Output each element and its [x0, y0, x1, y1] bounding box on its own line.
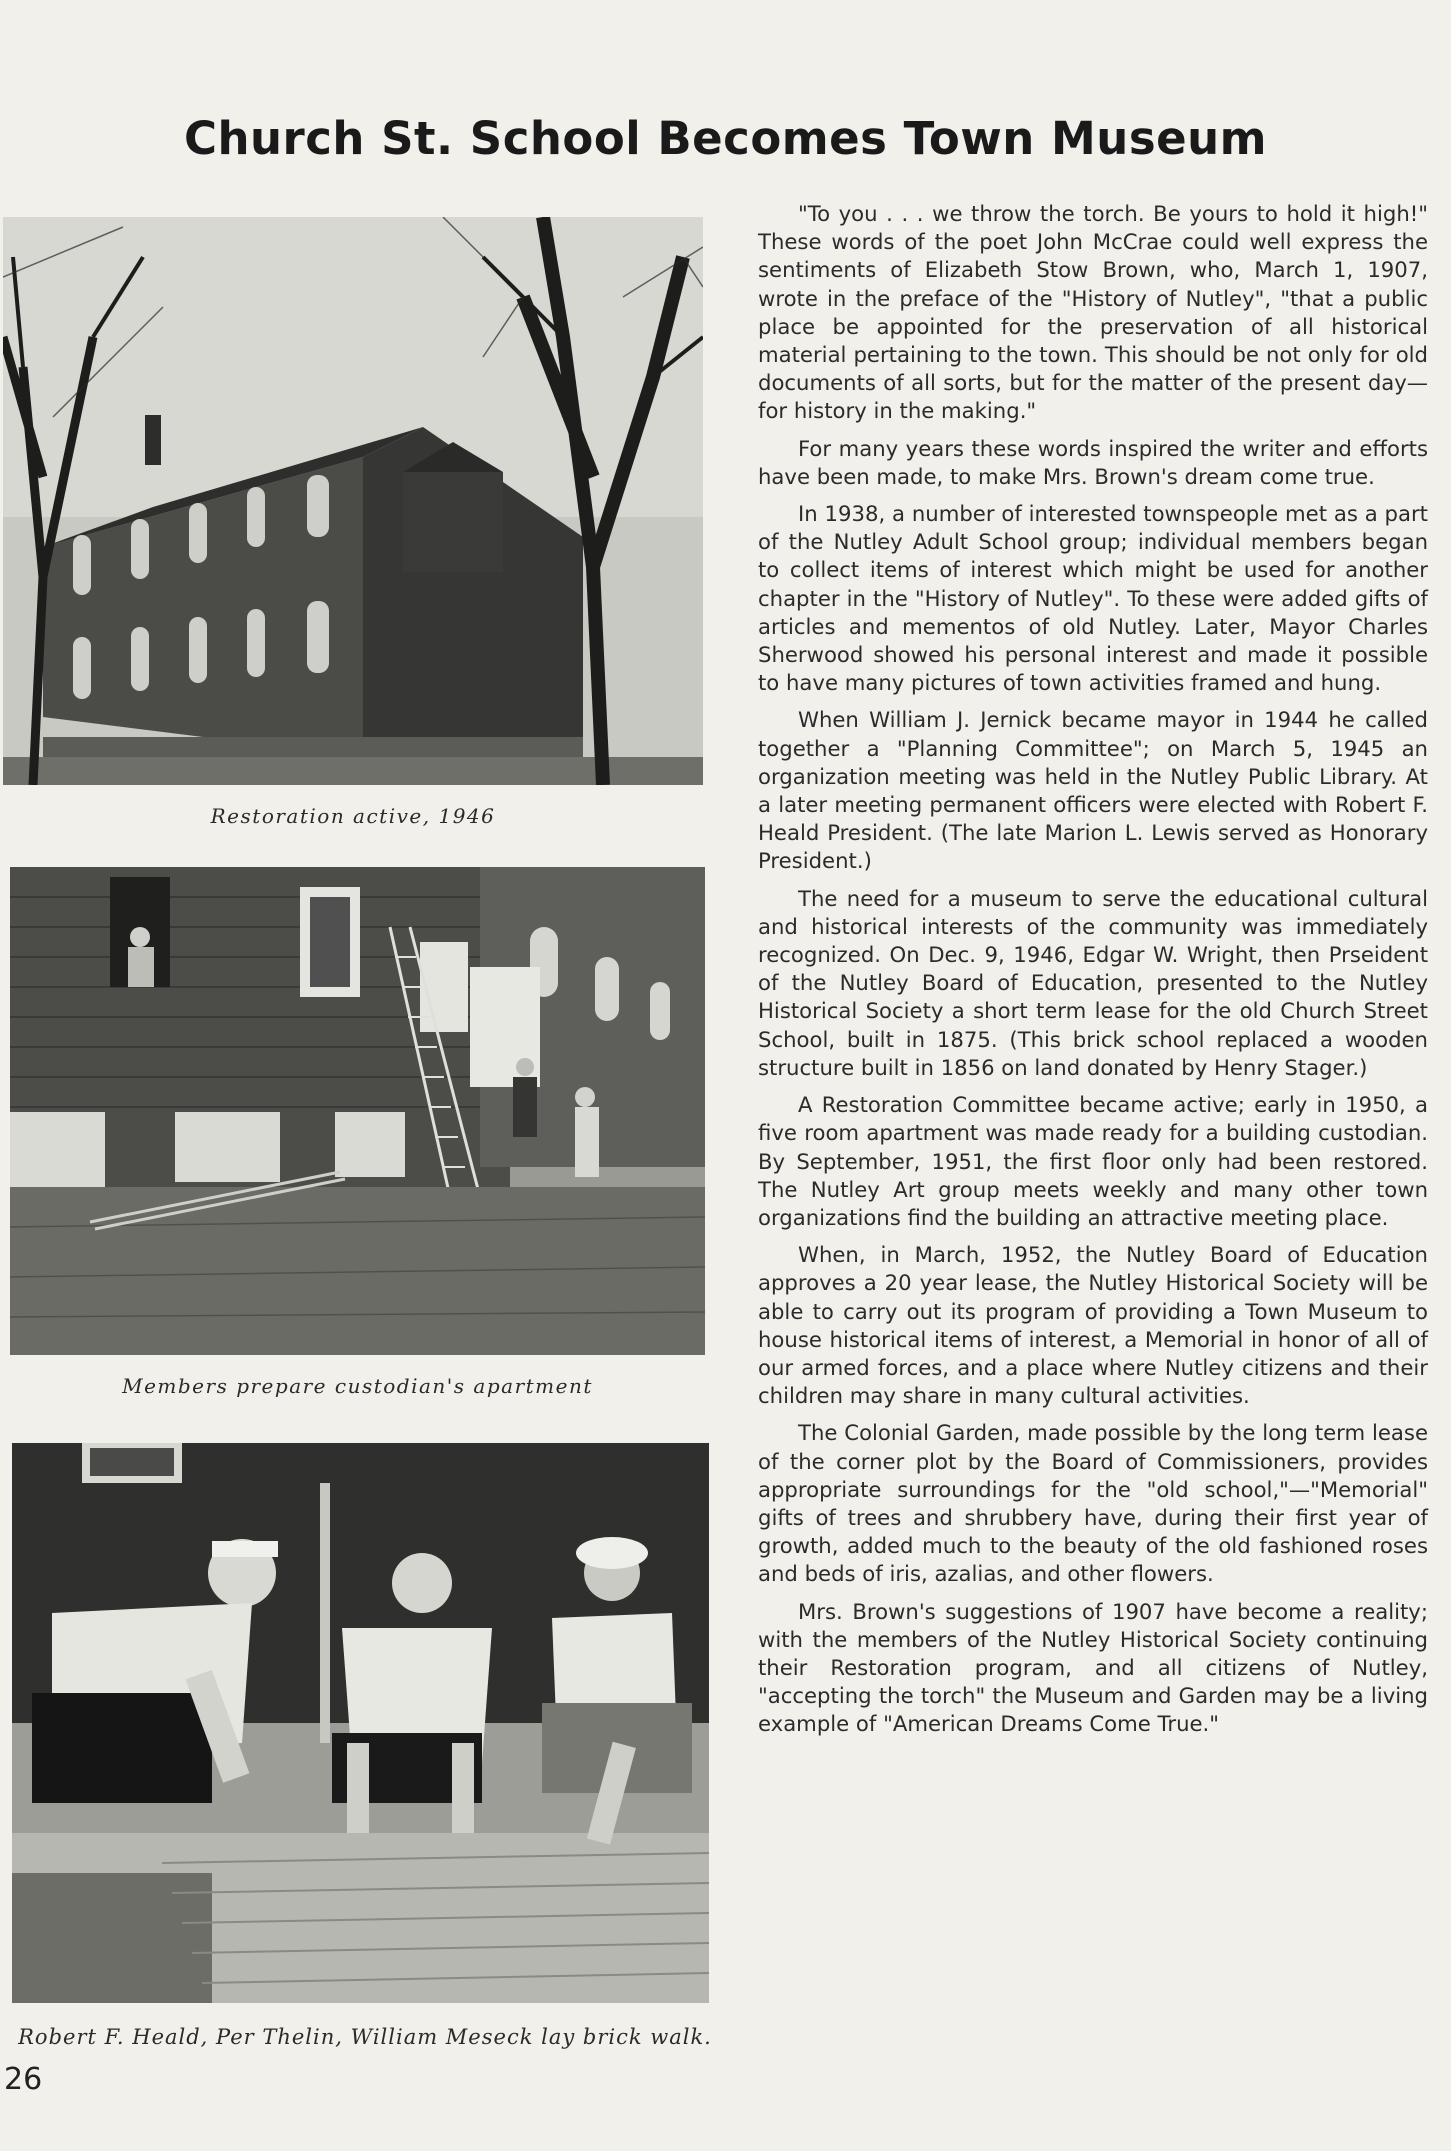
photo-brick-walk: [12, 1443, 709, 2003]
article-paragraph: For many years these words inspired the writer and efforts have been made, to make Mrs. Brown's dream come true.: [758, 435, 1428, 489]
article-body: [758, 200, 1428, 1748]
article-paragraph: A Restoration Committee became active; early in 1950, a five room apartment was made ready for a building custodian. By September, 1951, the first floor only had been restored. The Nutley Art group meets weekly and many other town organizations find the building an attractive meeting place.: [758, 1092, 1428, 1230]
article-paragraph: The need for a museum to serve the educational cultural and historical interests of the community was immediately recognized. On Dec. 9, 1946, Edgar W. Wright, then Prseident of the Nutley Board of Education, presented to the Nutley Historical Society a short term lease for the old Church Street School, built in 1875. (This brick school replaced a wooden structure built in 1856 on land donated by Henry Stager.): [758, 885, 1428, 1080]
photo-caption: Robert F. Heald, Per Thelin, William Meseck lay brick walk.: [18, 2025, 712, 2049]
page-title: Church St. School Becomes Town Museum: [183, 112, 1268, 165]
article-paragraph: "To you . . . we throw the torch. Be yours to hold it high!" These words of the poet John McCrae could well express the sentiments of Elizabeth Stow Brown, who, March 1, 1907, wrote in the preface of the "History of Nutley", "that a public place be appointed for the preservation of all historical material pertaining to the town. This should be not only for old documents of all sorts, but for the matter of the present day—for history in the making.": [758, 201, 1428, 424]
photo-members-working: [10, 867, 705, 1355]
article-paragraph: When, in March, 1952, the Nutley Board of Education approves a 20 year lease, the Nutley Historical Society will be able to carry out its program of providing a Town Museum to house historical items of interest, a Memorial in honor of all of our armed forces, and a place where Nutley citizens and their children may share in many cultural activities.: [758, 1242, 1428, 1409]
photo-caption: Members prepare custodian's apartment: [122, 1374, 593, 1398]
article-paragraph: Mrs. Brown's suggestions of 1907 have become a reality; with the members of the Nutley Historical Society continuing their Restoration program, and all citizens of Nutley, "accepting the torch" the Museum and Garden may be a living example of "American Dreams Come True.": [758, 1598, 1428, 1737]
article-paragraph: In 1938, a number of interested townspeople met as a part of the Nutley Adult School group; individual members began to collect items of interest which might be used for another chapter in the "History of Nutley". To these were added gifts of articles and mementos of old Nutley. Later, Mayor Charles Sherwood showed his personal interest and made it possible to have many pictures of town activities framed and hung.: [758, 501, 1428, 696]
article-paragraph: The Colonial Garden, made possible by the long term lease of the corner plot by the Board of Commissioners, provides appropriate surroundings for the "old school,"—"Memorial" gifts of trees and shrubbery have, during their first year of growth, added much to the beauty of the old fashioned roses and beds of iris, azalias, and other flowers.: [758, 1420, 1428, 1587]
article-paragraph: When William J. Jernick became mayor in 1944 he called together a "Planning Committee"; on March 5, 1945 an organization meeting was held in the Nutley Public Library. At a later meeting permanent officers were elected with Robert F. Heald President. (The late Marion L. Lewis served as Honorary President.): [758, 707, 1428, 874]
page-number: 26: [4, 2062, 43, 2097]
photo-school-building: [3, 217, 703, 785]
photo-caption: Restoration active, 1946: [210, 804, 496, 828]
